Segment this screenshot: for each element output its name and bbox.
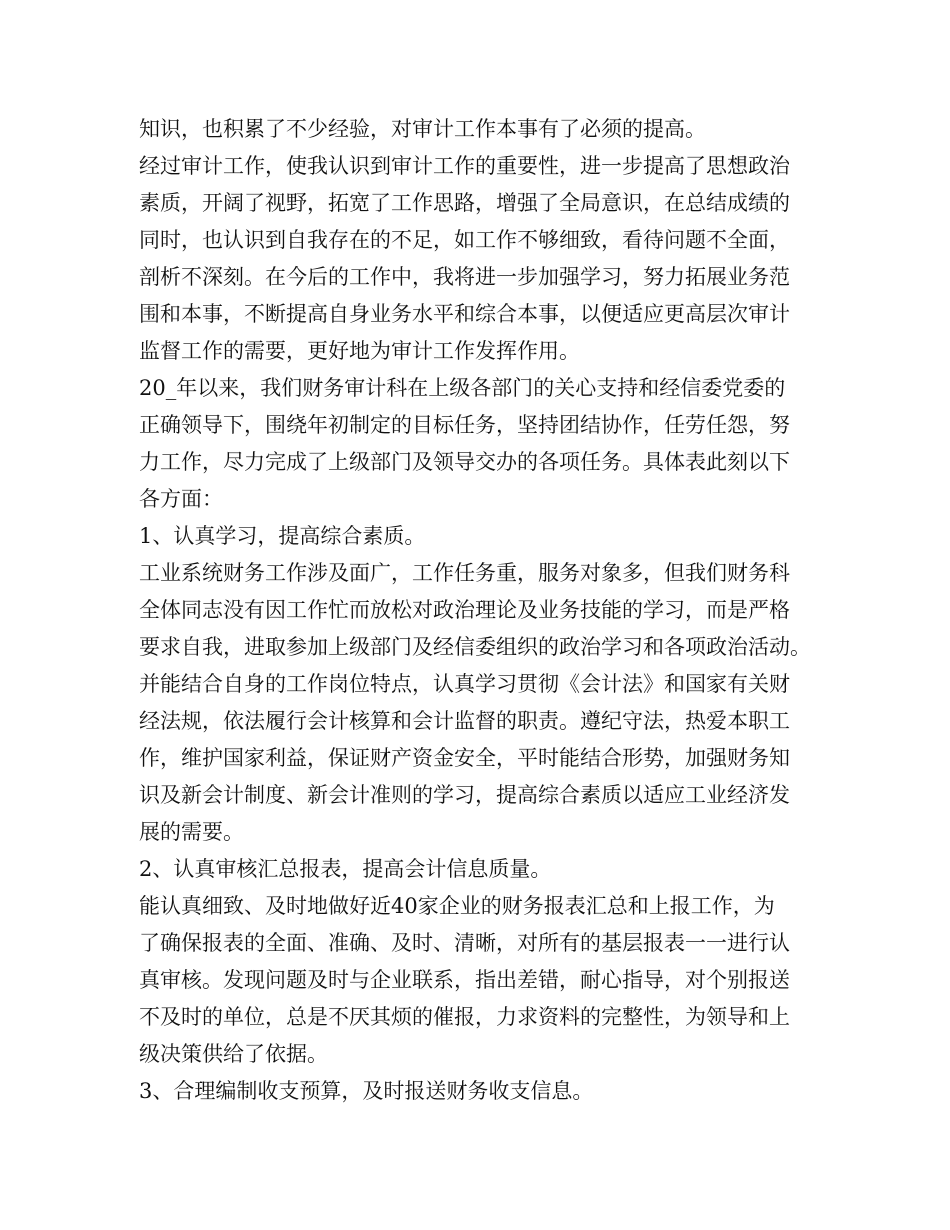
text-line: 工业系统财务工作涉及面广，工作任务重，服务对象多，但我们财务科 [139, 561, 790, 585]
text-line: 知识，也积累了不少经验，对审计工作本事有了必须的提高。 [139, 117, 706, 141]
document-body [139, 111, 829, 1110]
text-line: 全体同志没有因工作忙而放松对政治理论及业务技能的学习，而是严格 [139, 598, 790, 622]
text-line: 各方面： [139, 487, 223, 511]
text-line: 能认真细致、及时地做好近40家企业的财务报表汇总和上报工作，为 [139, 894, 775, 918]
text-line: 正确领导下，围绕年初制定的目标任务，坚持团结协作，任劳任怨，努 [139, 413, 790, 437]
text-line: 展的需要。 [139, 820, 244, 844]
section-heading: 3、合理编制收支预算，及时报送财务收支信息。 [139, 1079, 594, 1103]
text-line: 不及时的单位，总是不厌其烦的催报，力求资料的完整性，为领导和上 [139, 1005, 790, 1029]
section-heading: 2、认真审核汇总报表，提高会计信息质量。 [139, 857, 552, 881]
text-line: 素质，开阔了视野，拓宽了工作思路，增强了全局意识，在总结成绩的 [139, 191, 790, 215]
text-line: 剖析不深刻。在今后的工作中，我将进一步加强学习，努力拓展业务范 [139, 265, 790, 289]
text-line: 级决策供给了依据。 [139, 1042, 328, 1066]
text-line: 经法规，依法履行会计核算和会计监督的职责。遵纪守法，热爱本职工 [139, 709, 790, 733]
text-line: 并能结合自身的工作岗位特点，认真学习贯彻《会计法》和国家有关财 [139, 672, 790, 696]
text-line: 围和本事，不断提高自身业务水平和综合本事，以便适应更高层次审计 [139, 302, 790, 326]
section-heading: 1、认真学习，提高综合素质。 [139, 524, 426, 548]
text-line: 要求自我，进取参加上级部门及经信委组织的政治学习和各项政治活动。 [139, 635, 811, 659]
text-line: 同时，也认识到自我存在的不足，如工作不够细致，看待问题不全面， [139, 228, 790, 252]
text-line: 监督工作的需要，更好地为审计工作发挥作用。 [139, 339, 580, 363]
text-line: 力工作，尽力完成了上级部门及领导交办的各项任务。具体表此刻以下 [139, 450, 790, 474]
text-line: 真审核。发现问题及时与企业联系，指出差错，耐心指导，对个别报送 [139, 968, 790, 992]
text-line: 作，维护国家利益，保证财产资金安全，平时能结合形势，加强财务知 [139, 746, 790, 770]
text-line: 识及新会计制度、新会计准则的学习，提高综合素质以适应工业经济发 [139, 783, 790, 807]
text-line: 20_年以来，我们财务审计科在上级各部门的关心支持和经信委党委的 [139, 376, 786, 400]
text-line: 经过审计工作，使我认识到审计工作的重要性，进一步提高了思想政治 [139, 154, 790, 178]
text-line: 了确保报表的全面、准确、及时、清晰，对所有的基层报表一一进行认 [139, 931, 790, 955]
